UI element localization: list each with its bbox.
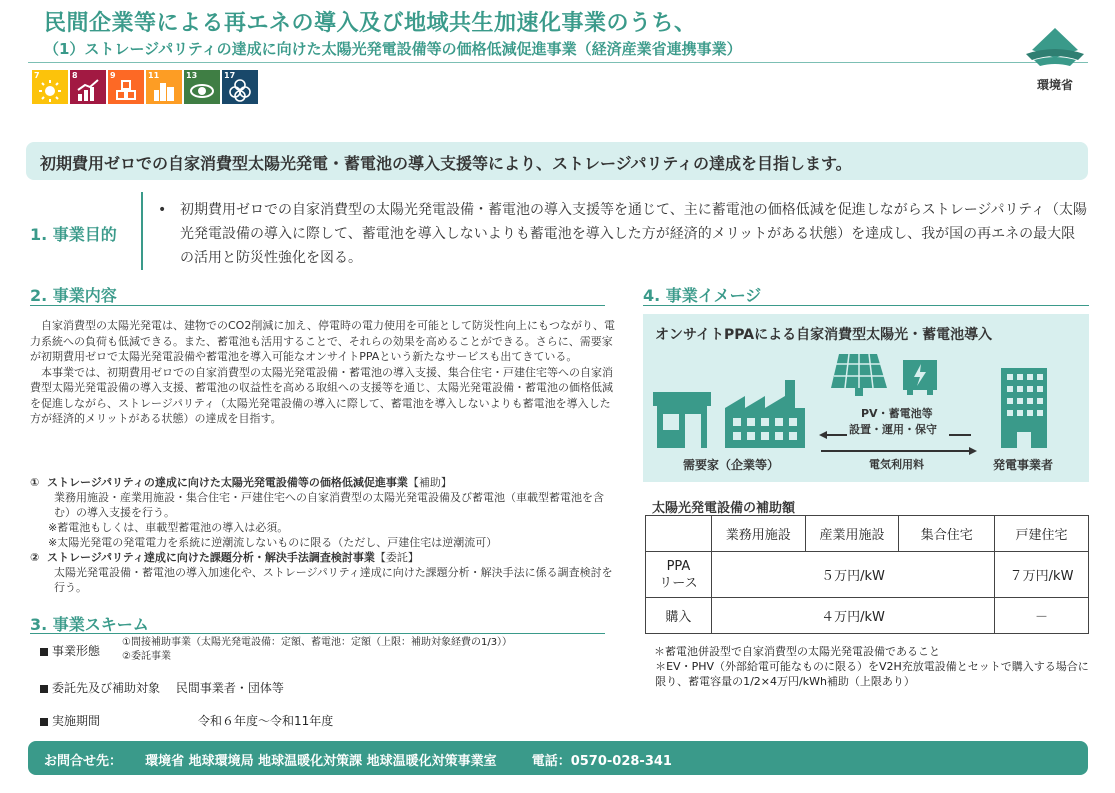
subsidy-table-title: 太陽光発電設備の補助額 [652,501,796,516]
item-1-title: ① ストレージパリティの達成に向けた太陽光発電設備等の価格低減促進事業【補助】 [30,476,452,489]
sdg-7-icon: 7 [32,70,68,104]
contact-phone: 電話：0570-028-341 [531,754,672,769]
sdgs-icons [32,70,258,104]
value-purchase-house: － [995,598,1089,634]
header-industrial: 産業用施設 [805,516,899,552]
square-bullet-icon [40,648,48,656]
summary-banner [26,142,1088,180]
value-ppa-lease-house: ７万円/kW [995,552,1089,598]
subsidy-note-2: ＊EV・PHV（外部給電可能なものに限る）をV2H充放電設備とセットで購入する場合に限り、蓄電容量の1/2×4万円/kWh補助（上限あり） [655,660,1089,688]
value-ppa-lease: ５万円/kW [711,552,994,598]
scheme-row-target: 委託先及び補助対象 民間事業者・団体等 [40,679,284,696]
sdg-9-icon: 9 [108,70,144,104]
page-subtitle: （1）ストレージパリティの達成に向けた太陽光発電設備等の価格低減促進事業（経済産業省連携事業） [44,40,742,58]
contact-text [44,750,672,769]
table-corner-cell [646,516,712,552]
image-heading: 4. 事業イメージ [643,286,762,305]
contact-footer [28,741,1088,775]
table-row [646,552,1089,598]
value-purchase: ４万円/kW [711,598,994,634]
table-row [646,598,1089,634]
row-label-purchase: 購入 [646,598,712,634]
label-customer: 需要家（企業等） [683,458,780,472]
contact-org: 環境省 地球環境局 地球温暖化対策課 地球温暖化対策事業室 [145,754,497,769]
sdg-8-icon: 8 [70,70,106,104]
subsidy-table [645,515,1089,634]
scheme-row-type: 事業形態 [40,642,100,659]
square-bullet-icon [40,718,48,726]
label-power-provider: 発電事業者 [993,458,1054,472]
sdg-17-icon: 17 [222,70,258,104]
ministry-logo [1020,22,1090,94]
header-detached-house: 戸建住宅 [995,516,1089,552]
purpose-text [158,198,1088,270]
ministry-logo-text: 環境省 [1036,78,1073,92]
square-bullet-icon [40,685,48,693]
content-heading-line [30,305,605,306]
subsidy-notes [654,644,1094,689]
arrow-left-icon [819,431,827,439]
sdg-13-icon: 13 [184,70,220,104]
contact-label: お問合せ先： [44,754,123,769]
content-items [30,475,620,595]
row-label-ppa-lease: PPA リース [646,552,712,598]
item-1-description: 業務用施設・産業用施設・集合住宅・戸建住宅への自家消費型の太陽光発電設備及び蓄電池（車載型蓄電池を含む）の導入支援を行う。 [54,491,604,519]
image-heading-line [643,305,1089,306]
purpose-body: 初期費用ゼロでの自家消費型の太陽光発電設備・蓄電池の導入支援等を通じて、主に蓄電池の価格低減を促進しながらストレージパリティ（太陽光発電設備の導入に際して、蓄電池を導入しないよりも蓄電池を導入した方が経済的メリットがある状態）を達成し、我が国の再エネの最大限の活用と防災性強化を図る。 [180,202,1088,266]
label-pv-battery: PV・蓄電池等 [861,407,933,420]
ministry-logo-icon [1020,22,1090,74]
header-apartment: 集合住宅 [899,516,995,552]
scheme-row-type-values: ①間接補助事業（太陽光発電設備：定額、蓄電池：定額（上限：補助対象経費の1/3）） ②委託事業 [122,637,513,662]
subsidy-note-1: ＊蓄電池併設型で自家消費型の太陽光発電設備であること [654,645,940,658]
item-2-description: 太陽光発電設備・蓄電池の導入加速化や、ストレージパリティ達成に向けた課題分析・解決手法に係る調査検討を行う。 [54,566,613,594]
scheme-row-period-value: 令和６年度～令和11年度 [198,714,334,728]
diagram-title: オンサイトPPAによる自家消費型太陽光・蓄電池導入 [655,327,993,343]
purpose-divider [141,192,143,270]
page-title: 民間企業等による再エネの導入及び地域共生加速化事業のうち、 [44,11,697,36]
battery-icon [901,356,939,396]
table-header-row [646,516,1089,552]
factory-icon [723,378,807,450]
content-para-2: 本事業では、初期費用ゼロでの自家消費型の太陽光発電設備・蓄電池の導入支援、集合住宅・戸建住宅等への自家消費型太陽光発電設備の導入支援、蓄電池の収益性を高める取組への支援等を通じ、太陽光発電設備・蓄電池の価格低減を促進しながら、ストレージパリティ（太陽光発電設備の導入に際して、蓄電池を導入しないよりも蓄電池を導入した方が経済的メリットがある状態）の達成を目指す。 [30,365,613,425]
flow-arrows [817,427,979,457]
header-divider [28,62,1088,63]
summary-banner-text: 初期費用ゼロでの自家消費型太陽光発電・蓄電池の導入支援等により、ストレージパリティの達成を目指します。 [40,154,852,173]
purpose-bullet: • [158,202,167,218]
arrow-right-icon [969,447,977,455]
item-2-title: ② ストレージパリティ達成に向けた課題分析・解決手法調査検討事業【委託】 [30,551,419,564]
scheme-heading-line [30,633,605,634]
item-1-note-2: ※太陽光発電の発電電力を系統に逆潮流しないものに限る（ただし、戸建住宅は逆潮流可） [48,536,498,549]
scheme-heading: 3. 事業スキーム [30,615,149,634]
label-electricity-fee: 電気利用料 [869,458,924,471]
purpose-heading: 1. 事業目的 [30,225,117,244]
scheme-row-period: 実施期間 [40,712,100,729]
header-commercial: 業務用施設 [711,516,805,552]
item-1-note-1: ※蓄電池もしくは、車載型蓄電池の導入は必須。 [48,521,289,534]
content-description [30,318,620,427]
content-para-1: 自家消費型の太陽光発電は、建物でのCO2削減に加え、停電時の電力使用を可能として防災性向上にもつながり、電力系統への負荷も低減できる。また、蓄電池も活用することで、それらの効果を高めることができる。さらに、需要家が初期費用ゼロで太陽光発電設備や蓄電池を導入可能なオンサイトPPAという新たなサービスも出てきている。 [30,319,615,363]
store-icon [651,386,713,450]
solar-panel-icon [829,350,889,398]
sdg-11-icon: 11 [146,70,182,104]
label-install-operate: 設置・運用・保守 [849,423,937,436]
power-company-building-icon [997,366,1051,450]
onsite-ppa-diagram [643,314,1089,482]
content-heading: 2. 事業内容 [30,286,117,305]
